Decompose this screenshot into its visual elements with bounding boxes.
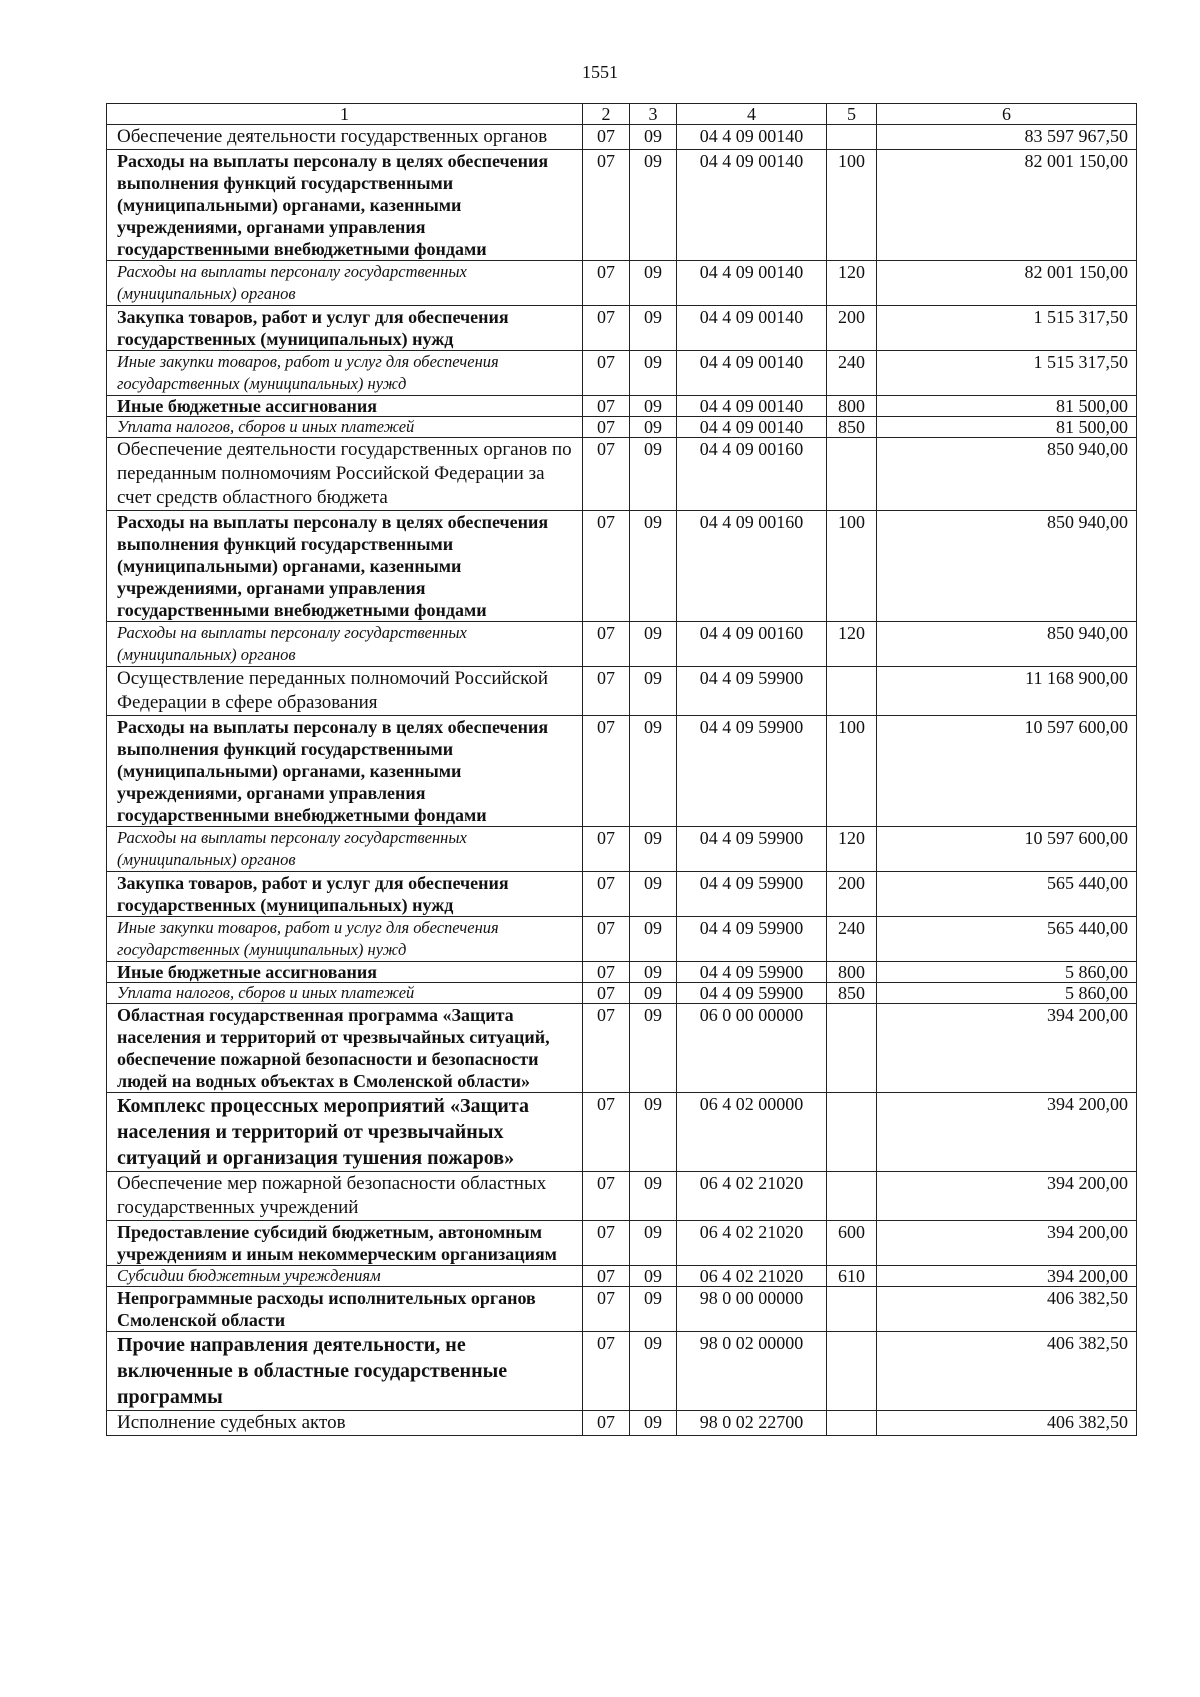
amount-cell: 10 597 600,00 [877,827,1137,872]
expense-type-cell: 850 [827,983,877,1004]
header-cell: 1 [107,104,583,125]
target-article-cell: 04 4 09 00140 [677,125,827,150]
expense-type-cell [827,1172,877,1221]
expense-type-cell: 800 [827,396,877,417]
expense-type-cell: 800 [827,962,877,983]
table-row [107,1004,1137,1093]
target-article-cell: 04 4 09 59900 [677,917,827,962]
expense-type-cell: 120 [827,827,877,872]
table-row [107,1093,1137,1172]
row-name-cell: Иные закупки товаров, работ и услуг для обеспечения государственных (муниципальных) нужд [107,917,583,962]
subsection-code-cell: 09 [630,716,677,827]
table-row [107,983,1137,1004]
row-name-cell: Расходы на выплаты персоналу государственных (муниципальных) органов [107,827,583,872]
subsection-code-cell: 09 [630,1332,677,1411]
subsection-code-cell: 09 [630,667,677,716]
subsection-code-cell: 09 [630,1287,677,1332]
target-article-cell: 04 4 09 59900 [677,983,827,1004]
amount-cell: 406 382,50 [877,1332,1137,1411]
header-cell: 3 [630,104,677,125]
row-name-cell: Обеспечение мер пожарной безопасности областных государственных учреждений [107,1172,583,1221]
row-name-cell: Расходы на выплаты персоналу государственных (муниципальных) органов [107,261,583,306]
table-row [107,150,1137,261]
section-code-cell: 07 [583,351,630,396]
section-code-cell: 07 [583,1332,630,1411]
table-row [107,125,1137,150]
subsection-code-cell: 09 [630,125,677,150]
row-name-cell: Обеспечение деятельности государственных органов по переданным полномочиям Российской Федерации за счет средств областного бюджета [107,438,583,511]
subsection-code-cell: 09 [630,917,677,962]
page-number: 1551 [582,62,618,82]
subsection-code-cell: 09 [630,396,677,417]
row-name-cell: Осуществление переданных полномочий Российской Федерации в сфере образования [107,667,583,716]
amount-cell: 850 940,00 [877,438,1137,511]
subsection-code-cell: 09 [630,1172,677,1221]
section-code-cell: 07 [583,667,630,716]
section-code-cell: 07 [583,511,630,622]
row-name-cell: Исполнение судебных актов [107,1411,583,1436]
amount-cell: 11 168 900,00 [877,667,1137,716]
target-article-cell: 04 4 09 00160 [677,438,827,511]
target-article-cell: 06 4 02 21020 [677,1172,827,1221]
section-code-cell: 07 [583,1172,630,1221]
target-article-cell: 04 4 09 00140 [677,351,827,396]
table-row [107,511,1137,622]
table-row [107,1221,1137,1266]
amount-cell: 850 940,00 [877,511,1137,622]
expense-type-cell [827,438,877,511]
row-name-cell: Обеспечение деятельности государственных органов [107,125,583,150]
amount-cell: 394 200,00 [877,1266,1137,1287]
header-cell: 6 [877,104,1137,125]
target-article-cell: 04 4 09 00140 [677,417,827,438]
target-article-cell: 04 4 09 00140 [677,261,827,306]
section-code-cell: 07 [583,622,630,667]
row-name-cell: Предоставление субсидий бюджетным, автономным учреждениям и иным некоммерческим организациям [107,1221,583,1266]
table-row [107,962,1137,983]
target-article-cell: 04 4 09 59900 [677,667,827,716]
row-name-cell: Прочие направления деятельности, не включенные в областные государственные программы [107,1332,583,1411]
table-row [107,438,1137,511]
table-body [107,125,1137,1436]
expense-type-cell: 100 [827,511,877,622]
table-row [107,872,1137,917]
subsection-code-cell: 09 [630,1004,677,1093]
subsection-code-cell: 09 [630,962,677,983]
subsection-code-cell: 09 [630,1411,677,1436]
section-code-cell: 07 [583,1221,630,1266]
row-name-cell: Иные бюджетные ассигнования [107,962,583,983]
amount-cell: 565 440,00 [877,872,1137,917]
row-name-cell: Уплата налогов, сборов и иных платежей [107,983,583,1004]
row-name-cell: Расходы на выплаты персоналу в целях обеспечения выполнения функций государственными (муниципальными) органами, казенными учреждениями, органами управления государственными внебюджетными фондами [107,511,583,622]
amount-cell: 1 515 317,50 [877,351,1137,396]
table-row [107,622,1137,667]
budget-table [106,103,1137,1436]
header-cell: 4 [677,104,827,125]
row-name-cell: Субсидии бюджетным учреждениям [107,1266,583,1287]
subsection-code-cell: 09 [630,438,677,511]
row-name-cell: Иные бюджетные ассигнования [107,396,583,417]
subsection-code-cell: 09 [630,306,677,351]
header-cell: 5 [827,104,877,125]
subsection-code-cell: 09 [630,511,677,622]
amount-cell: 83 597 967,50 [877,125,1137,150]
expense-type-cell: 600 [827,1221,877,1266]
section-code-cell: 07 [583,306,630,351]
target-article-cell: 04 4 09 00140 [677,396,827,417]
table-row [107,396,1137,417]
table-row [107,1287,1137,1332]
header-row [107,104,1137,125]
amount-cell: 82 001 150,00 [877,150,1137,261]
expense-type-cell [827,1411,877,1436]
section-code-cell: 07 [583,396,630,417]
subsection-code-cell: 09 [630,150,677,261]
subsection-code-cell: 09 [630,261,677,306]
table-row [107,1266,1137,1287]
subsection-code-cell: 09 [630,351,677,396]
row-name-cell: Закупка товаров, работ и услуг для обеспечения государственных (муниципальных) нужд [107,872,583,917]
subsection-code-cell: 09 [630,622,677,667]
table-row [107,716,1137,827]
section-code-cell: 07 [583,827,630,872]
row-name-cell: Непрограммные расходы исполнительных органов Смоленской области [107,1287,583,1332]
section-code-cell: 07 [583,1287,630,1332]
header-cell: 2 [583,104,630,125]
expense-type-cell: 610 [827,1266,877,1287]
amount-cell: 5 860,00 [877,962,1137,983]
subsection-code-cell: 09 [630,983,677,1004]
amount-cell: 10 597 600,00 [877,716,1137,827]
table-row [107,1172,1137,1221]
row-name-cell: Расходы на выплаты персоналу государственных (муниципальных) органов [107,622,583,667]
expense-type-cell: 850 [827,417,877,438]
target-article-cell: 06 4 02 00000 [677,1093,827,1172]
target-article-cell: 04 4 09 00160 [677,622,827,667]
row-name-cell: Иные закупки товаров, работ и услуг для обеспечения государственных (муниципальных) нужд [107,351,583,396]
expense-type-cell: 120 [827,261,877,306]
amount-cell: 406 382,50 [877,1287,1137,1332]
subsection-code-cell: 09 [630,1266,677,1287]
expense-type-cell: 240 [827,917,877,962]
target-article-cell: 04 4 09 59900 [677,716,827,827]
target-article-cell: 04 4 09 59900 [677,827,827,872]
section-code-cell: 07 [583,1093,630,1172]
subsection-code-cell: 09 [630,1093,677,1172]
section-code-cell: 07 [583,125,630,150]
amount-cell: 406 382,50 [877,1411,1137,1436]
section-code-cell: 07 [583,983,630,1004]
table-row [107,917,1137,962]
amount-cell: 394 200,00 [877,1172,1137,1221]
expense-type-cell: 120 [827,622,877,667]
subsection-code-cell: 09 [630,827,677,872]
section-code-cell: 07 [583,917,630,962]
table-row [107,306,1137,351]
table-row [107,417,1137,438]
expense-type-cell [827,1093,877,1172]
amount-cell: 5 860,00 [877,983,1137,1004]
expense-type-cell [827,1287,877,1332]
expense-type-cell: 200 [827,306,877,351]
section-code-cell: 07 [583,1411,630,1436]
target-article-cell: 04 4 09 59900 [677,962,827,983]
amount-cell: 565 440,00 [877,917,1137,962]
target-article-cell: 98 0 00 00000 [677,1287,827,1332]
row-name-cell: Комплекс процессных мероприятий «Защита населения и территорий от чрезвычайных ситуаций и организация тушения пожаров» [107,1093,583,1172]
row-name-cell: Расходы на выплаты персоналу в целях обеспечения выполнения функций государственными (муниципальными) органами, казенными учреждениями, органами управления государственными внебюджетными фондами [107,150,583,261]
amount-cell: 1 515 317,50 [877,306,1137,351]
amount-cell: 850 940,00 [877,622,1137,667]
target-article-cell: 06 0 00 00000 [677,1004,827,1093]
expense-type-cell: 100 [827,150,877,261]
expense-type-cell [827,667,877,716]
section-code-cell: 07 [583,872,630,917]
target-article-cell: 04 4 09 00140 [677,150,827,261]
table-row [107,1411,1137,1436]
amount-cell: 82 001 150,00 [877,261,1137,306]
table-row [107,667,1137,716]
target-article-cell: 04 4 09 00140 [677,306,827,351]
row-name-cell: Закупка товаров, работ и услуг для обеспечения государственных (муниципальных) нужд [107,306,583,351]
expense-type-cell [827,1004,877,1093]
subsection-code-cell: 09 [630,1221,677,1266]
table-row [107,827,1137,872]
amount-cell: 394 200,00 [877,1004,1137,1093]
target-article-cell: 06 4 02 21020 [677,1221,827,1266]
expense-type-cell [827,1332,877,1411]
subsection-code-cell: 09 [630,417,677,438]
expense-type-cell: 100 [827,716,877,827]
amount-cell: 394 200,00 [877,1093,1137,1172]
amount-cell: 81 500,00 [877,417,1137,438]
target-article-cell: 98 0 02 22700 [677,1411,827,1436]
table-row [107,1332,1137,1411]
expense-type-cell: 240 [827,351,877,396]
table-row [107,351,1137,396]
table-row [107,261,1137,306]
section-code-cell: 07 [583,1266,630,1287]
row-name-cell: Уплата налогов, сборов и иных платежей [107,417,583,438]
target-article-cell: 04 4 09 59900 [677,872,827,917]
section-code-cell: 07 [583,261,630,306]
amount-cell: 394 200,00 [877,1221,1137,1266]
section-code-cell: 07 [583,962,630,983]
row-name-cell: Областная государственная программа «Защита населения и территорий от чрезвычайных ситуаций, обеспечение пожарной безопасности и безопасности людей на водных объектах в Смоленской области» [107,1004,583,1093]
section-code-cell: 07 [583,716,630,827]
expense-type-cell [827,125,877,150]
target-article-cell: 06 4 02 21020 [677,1266,827,1287]
subsection-code-cell: 09 [630,872,677,917]
section-code-cell: 07 [583,150,630,261]
amount-cell: 81 500,00 [877,396,1137,417]
target-article-cell: 04 4 09 00160 [677,511,827,622]
target-article-cell: 98 0 02 00000 [677,1332,827,1411]
section-code-cell: 07 [583,438,630,511]
expense-type-cell: 200 [827,872,877,917]
section-code-cell: 07 [583,417,630,438]
section-code-cell: 07 [583,1004,630,1093]
row-name-cell: Расходы на выплаты персоналу в целях обеспечения выполнения функций государственными (муниципальными) органами, казенными учреждениями, органами управления государственными внебюджетными фондами [107,716,583,827]
